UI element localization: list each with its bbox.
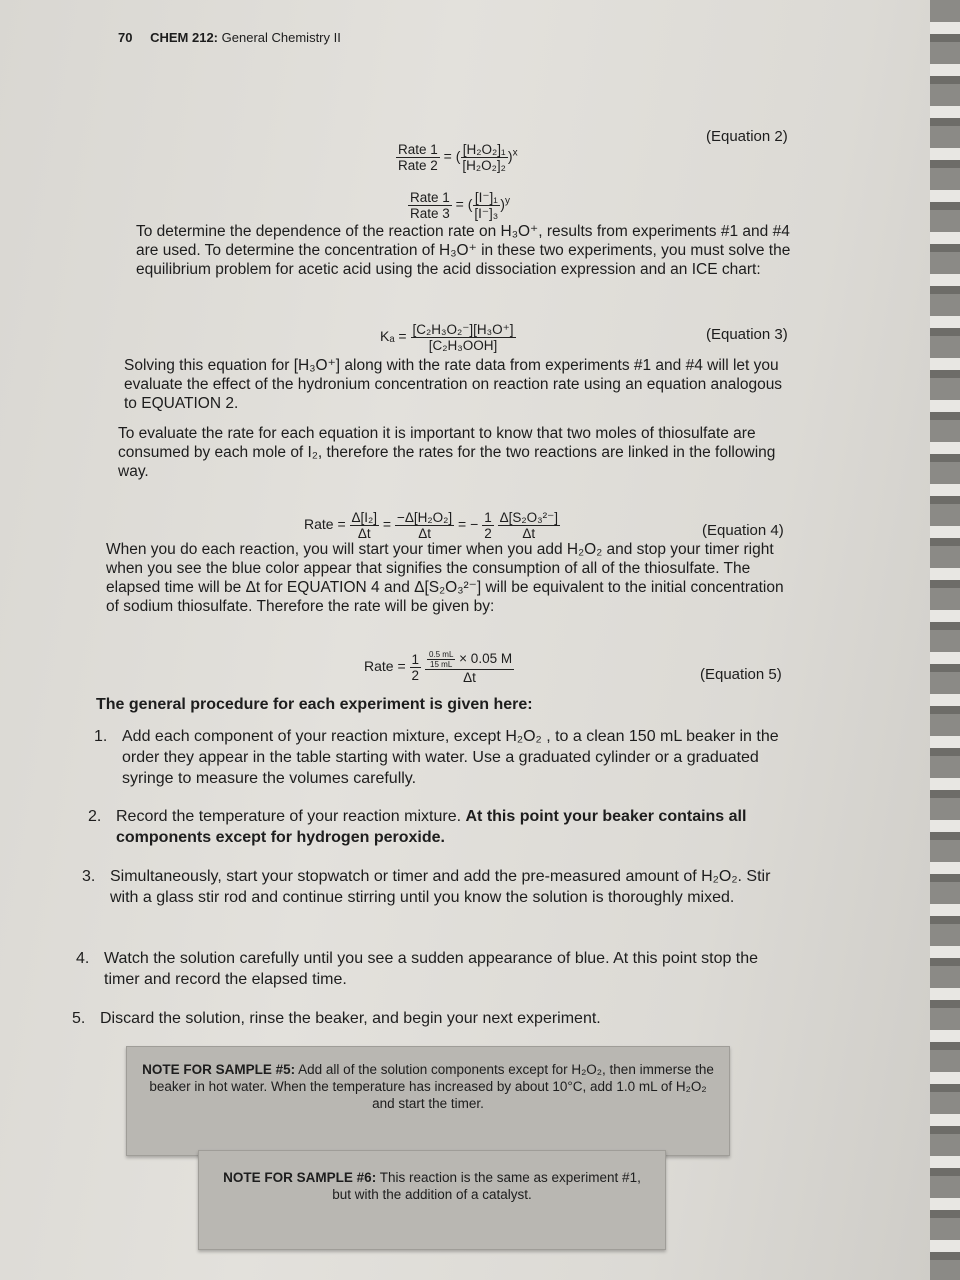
- note-sample-6-title: NOTE FOR SAMPLE #6:: [223, 1170, 377, 1185]
- procedure-step-4: 4. Watch the solution carefully until you see a sudden appearance of blue. At this point stop the timer and record the elapsed time.: [76, 950, 759, 988]
- paragraph-1: To determine the dependence of the reaction rate on H₃O⁺, results from experiments #1 and #4 are used. To determine the concentration of H₃O⁺ in these two experiments, you must solve the equilibrium problem for acetic acid using the acid dissociation expression and an ICE chart:: [136, 223, 791, 278]
- equation-3-label: (Equation 3): [706, 326, 788, 343]
- equation-2-line-1: $\frac{\text{Rate 1}}{\text{Rate 2}}$ = ( $\frac{\text{[H₂O₂]₁}}{\text{[H₂O₂]₂}}$ )$^x$: [398, 142, 518, 173]
- equation-5-label: (Equation 5): [700, 666, 782, 683]
- equation-2-line-2: $\frac{\text{Rate 1}}{\text{Rate 3}}$ = ( $\frac{\text{[I⁻]₁}}{\text{[I⁻]₃}}$ )$^y$: [410, 190, 510, 221]
- procedure-step-5: 5. Discard the solution, rinse the beaker, and begin your next experiment.: [72, 1010, 601, 1027]
- equation-3: Kₐ = $\frac{\text{[C₂H₃O₂⁻][H₃O⁺]}}{\text{[C₂H₃OOH]}}$: [380, 322, 514, 353]
- course-code: CHEM 212:: [150, 30, 219, 45]
- note-sample-5: [126, 1046, 730, 1156]
- paragraph-2: Solving this equation for [H₃O⁺] along with the rate data from experiments #1 and #4 will let you evaluate the effect of the hydronium concentration on reaction rate using an equation analogous to EQUATION 2.: [124, 357, 783, 412]
- page-header: [118, 30, 341, 45]
- equation-4-label: (Equation 4): [702, 522, 784, 539]
- equation-2-label: (Equation 2): [706, 128, 788, 145]
- procedure-step-1: 1. Add each component of your reaction mixture, except H₂O₂ , to a clean 150 mL beaker in the order they appear in the table starting with water. Use a graduated cylinder or a graduated syringe to measure the volumes carefully.: [94, 728, 779, 787]
- note-sample-6: [198, 1150, 666, 1250]
- course-name: General Chemistry II: [221, 30, 341, 45]
- note-sample-6-text: This reaction is the same as experiment #1, but with the addition of a catalyst.: [332, 1170, 641, 1202]
- paragraph-3: To evaluate the rate for each equation it is important to know that two moles of thiosulfate are consumed by each mole of I₂, therefore the rates for the two reactions are linked in the following way.: [118, 425, 776, 480]
- procedure-heading: The general procedure for each experiment is given here:: [96, 696, 533, 713]
- paragraph-4: When you do each reaction, you will start your timer when you add H₂O₂ and stop your timer right when you see the blue color appear that signifies the consumption of all of the thiosulfate. The elapsed time will be Δt for EQUATION 4 and Δ[S₂O₃²⁻] will be equivalent to the initial concentration of sodium thiosulfate. Therefore the rate will be given by:: [106, 541, 784, 615]
- equation-5: Rate = $\frac{1}{2}$ $\frac{0.5 mL}{15 mL}$ × 0.05 M Δt: [364, 650, 513, 685]
- spiral-binding: [930, 0, 960, 1280]
- note-sample-5-text: Add all of the solution components except for H₂O₂, then immerse the beaker in hot water. When the temperature has increased by about 10°C, add 1.0 mL of H₂O₂ and start the timer.: [149, 1062, 714, 1111]
- page-number: 70: [118, 30, 133, 45]
- procedure-step-2: 2. Record the temperature of your reaction mixture. At this point your beaker contains all components except for hydrogen peroxide.: [88, 808, 747, 846]
- procedure-step-3: 3. Simultaneously, start your stopwatch or timer and add the pre-measured amount of H₂O₂. Stir with a glass stir rod and continue stirring until you know the solution is thoroughly mixed.: [82, 868, 771, 906]
- note-sample-5-title: NOTE FOR SAMPLE #5:: [142, 1062, 296, 1077]
- equation-4: Rate = $\frac{\text{Δ[I₂]}}{\Delta t}$ = $\frac{\text{−Δ[H₂O₂]}}{\Delta t}$ = − $\frac{1}{2}$ $\frac{\text{Δ[S₂O₃²⁻]}}{\Delta t}$: [304, 510, 558, 541]
